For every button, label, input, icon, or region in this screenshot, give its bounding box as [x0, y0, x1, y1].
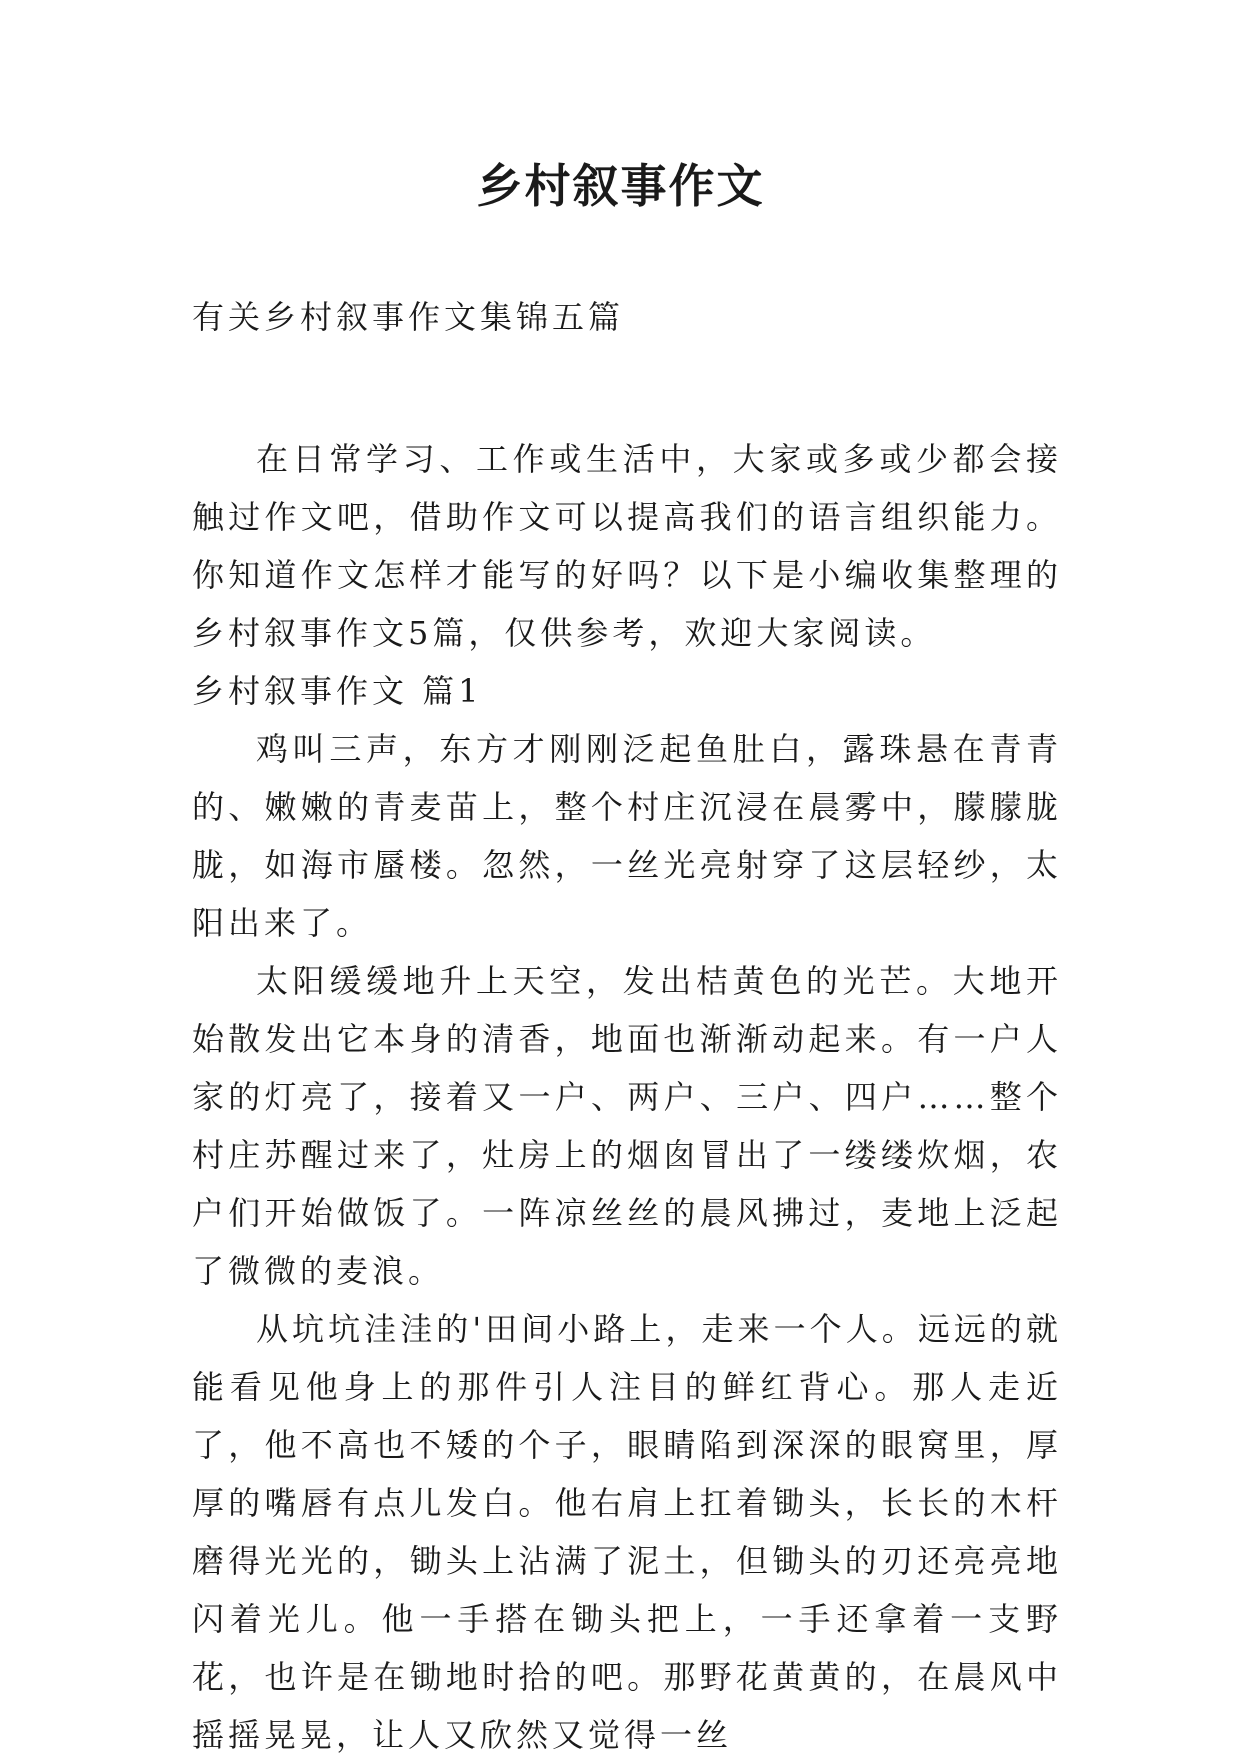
document-subtitle: 有关乡村叙事作文集锦五篇: [192, 298, 625, 336]
spacer: [192, 346, 1062, 430]
body-paragraph: 从坑坑洼洼的'田间小路上，走来一个人。远远的就能看见他身上的那件引人注目的鲜红背心。那人走近了，他不高也不矮的个子，眼睛陷到深深的眼窝里，厚厚的嘴唇有点儿发白。他右肩上扛着锄头，长长的木杆磨得光光的，锄头上沾满了泥土，但锄头的刃还亮亮地闪着光儿。他一手搭在锄头把上，一手还拿着一支野花，也许是在锄地时拾的吧。那野花黄黄的，在晨风中摇摇晃晃，让人又欣然又觉得一丝: [192, 1310, 1062, 1754]
body-paragraph: 太阳缓缓地升上天空，发出桔黄色的光芒。大地开始散发出它本身的清香，地面也渐渐动起来。有一户人家的灯亮了，接着又一户、两户、三户、四户……整个村庄苏醒过来了，灶房上的烟囱冒出了一缕缕炊烟，农户们开始做饭了。一阵凉丝丝的晨风拂过，麦地上泛起了微微的麦浪。: [192, 962, 1062, 1290]
document-title: 乡村叙事作文: [476, 159, 765, 213]
document-body: [192, 288, 1062, 1764]
body-paragraph: 鸡叫三声，东方才刚刚泛起鱼肚白，露珠悬在青青的、嫩嫩的青麦苗上，整个村庄沉浸在晨雾中，朦朦胧胧，如海市蜃楼。忽然，一丝光亮射穿了这层轻纱，太阳出来了。: [192, 730, 1062, 942]
intro-paragraph: 在日常学习、工作或生活中，大家或多或少都会接触过作文吧，借助作文可以提高我们的语言组织能力。你知道作文怎样才能写的好吗？以下是小编收集整理的乡村叙事作文5篇，仅供参考，欢迎大家阅读。: [192, 440, 1062, 652]
section-heading: 乡村叙事作文 篇1: [192, 672, 483, 710]
